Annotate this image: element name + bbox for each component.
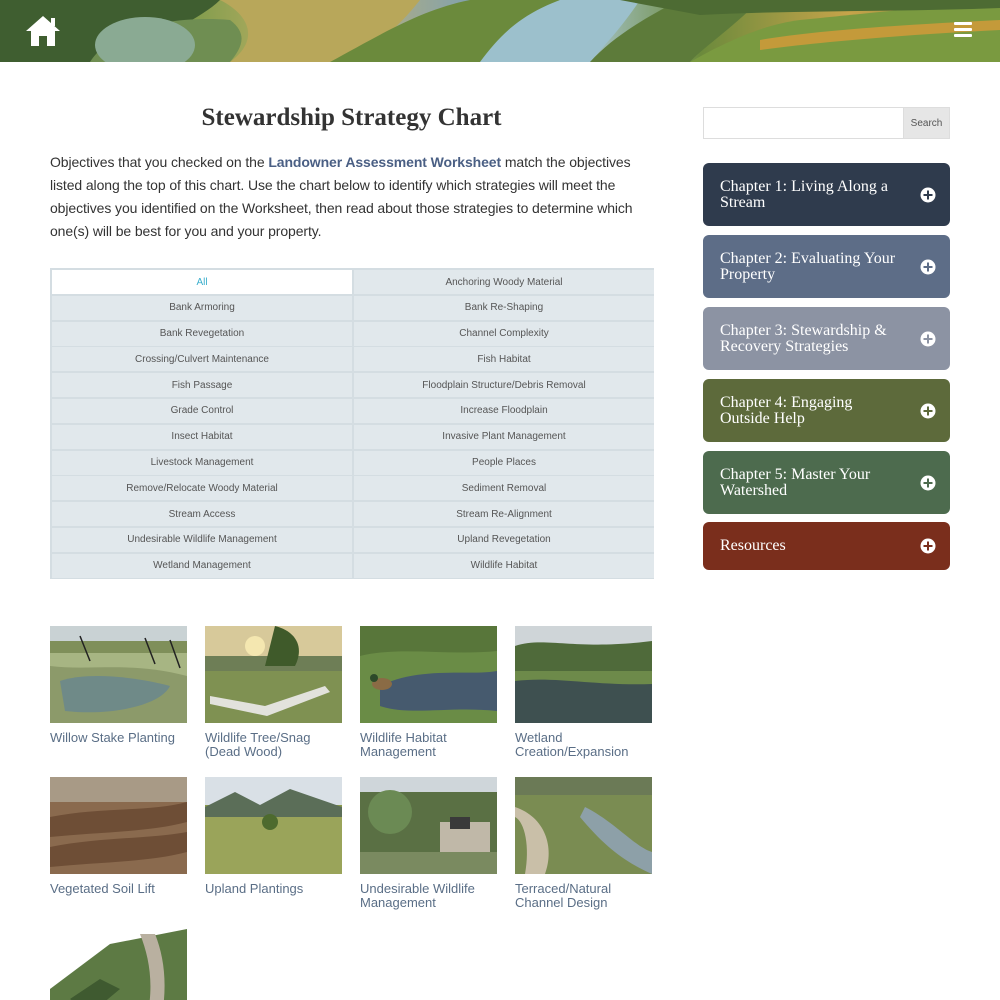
filter-stream-re-alignment[interactable]: Stream Re-Alignment <box>354 502 654 526</box>
filter-insect-habitat[interactable]: Insect Habitat <box>52 425 352 449</box>
filter-undesirable-wildlife-management[interactable]: Undesirable Wildlife Management <box>52 528 352 552</box>
filter-anchoring-woody-material[interactable]: Anchoring Woody Material <box>354 270 654 294</box>
gallery-caption: Willow Stake Planting <box>50 730 175 745</box>
filter-bank-armoring[interactable]: Bank Armoring <box>52 296 352 320</box>
search-button[interactable]: Search <box>904 107 950 139</box>
home-icon[interactable] <box>24 14 62 48</box>
gallery-card-wildlife-tree-snag[interactable] <box>205 626 343 759</box>
undesirable-wildlife-photo <box>360 777 497 874</box>
filter-channel-complexity[interactable]: Channel Complexity <box>354 322 654 346</box>
filter-bank-re-shaping[interactable]: Bank Re-Shaping <box>354 296 654 320</box>
plus-circle-icon[interactable] <box>920 331 936 347</box>
plus-circle-icon[interactable] <box>920 538 936 554</box>
intro-text-end: match the objectives listed along the top of this chart. Use the chart below to identify which strategies will meet the objectives you identified on the Worksheet, then read about those strategies to determine which one(s) will be best for you and your property. <box>50 154 633 239</box>
filter-floodplain-structure-debris-removal[interactable]: Floodplain Structure/Debris Removal <box>354 373 654 397</box>
gallery-caption: Wetland Creation/Expansion <box>515 730 629 759</box>
gallery-caption: Wildlife Habitat Management <box>360 730 447 759</box>
gallery-caption: Terraced/Natural Channel Design <box>515 881 612 910</box>
search-input[interactable] <box>703 107 904 139</box>
gallery-card-vegetated-soil-lift[interactable] <box>50 777 188 896</box>
upland-plantings-photo <box>205 777 342 874</box>
chapter-label: Chapter 3: Stewardship & Recovery Strategies <box>720 321 887 355</box>
terraced-channel-photo <box>515 777 652 874</box>
gallery-card-terraced-channel[interactable] <box>515 777 653 910</box>
chapter-label: Resources <box>720 537 786 554</box>
soil-lift-photo <box>50 777 187 874</box>
filter-remove-relocate-woody-material[interactable]: Remove/Relocate Woody Material <box>52 476 352 500</box>
filter-invasive-plant-management[interactable]: Invasive Plant Management <box>354 425 654 449</box>
gallery-card-upland-plantings[interactable] <box>205 777 343 896</box>
plus-circle-icon[interactable] <box>920 475 936 491</box>
gallery-card-willow-stake-planting[interactable] <box>50 626 188 745</box>
gallery-card-undesirable-wildlife[interactable] <box>360 777 498 910</box>
search-form <box>703 107 950 139</box>
filter-stream-access[interactable]: Stream Access <box>52 502 352 526</box>
intro-paragraph <box>50 151 658 243</box>
filter-grade-control[interactable]: Grade Control <box>52 399 352 423</box>
wetland-photo <box>515 626 652 723</box>
filter-fish-habitat[interactable]: Fish Habitat <box>354 347 654 371</box>
chapter-accordion-item-2[interactable] <box>703 235 950 298</box>
gallery-card-aerial[interactable] <box>50 929 188 1000</box>
gallery-caption: Undesirable Wildlife Management <box>360 881 475 910</box>
chapter-label: Chapter 5: Master Your Watershed <box>720 465 871 499</box>
gallery-caption: Wildlife Tree/Snag (Dead Wood) <box>205 730 311 759</box>
chapter-accordion-item-3[interactable] <box>703 307 950 370</box>
chapter-label: Chapter 4: Engaging Outside Help <box>720 393 853 427</box>
chapter-accordion-item-5[interactable] <box>703 451 950 514</box>
filter-upland-revegetation[interactable]: Upland Revegetation <box>354 528 654 552</box>
chapter-label: Chapter 2: Evaluating Your Property <box>720 249 896 283</box>
hamburger-menu-icon[interactable] <box>954 22 972 36</box>
filter-wetland-management[interactable]: Wetland Management <box>52 554 352 578</box>
aerial-photo <box>50 929 187 1000</box>
gallery-card-wildlife-habitat-management[interactable] <box>360 626 498 759</box>
intro-text-start: Objectives that you checked on the <box>50 154 269 170</box>
gallery-caption: Upland Plantings <box>205 881 304 896</box>
chapter-accordion-item-1[interactable] <box>703 163 950 226</box>
gallery-card-wetland-creation[interactable] <box>515 626 653 759</box>
gallery-caption: Vegetated Soil Lift <box>50 881 155 896</box>
wildlife-tree-photo <box>205 626 342 723</box>
filter-wildlife-habitat[interactable]: Wildlife Habitat <box>354 554 654 578</box>
filter-all[interactable]: All <box>52 270 352 294</box>
willow-stake-photo <box>50 626 187 723</box>
filter-sediment-removal[interactable]: Sediment Removal <box>354 476 654 500</box>
chapter-accordion-item-4[interactable] <box>703 379 950 442</box>
page-title: Stewardship Strategy Chart <box>201 104 502 131</box>
filter-bank-revegetation[interactable]: Bank Revegetation <box>52 322 352 346</box>
chapter-accordion-item-6[interactable] <box>703 522 950 570</box>
header-banner <box>0 0 1000 62</box>
wildlife-habitat-photo <box>360 626 497 723</box>
filter-increase-floodplain[interactable]: Increase Floodplain <box>354 399 654 423</box>
plus-circle-icon[interactable] <box>920 403 936 419</box>
landowner-worksheet-link[interactable]: Landowner Assessment Worksheet <box>268 154 502 170</box>
header-illustration <box>0 0 1000 62</box>
filter-crossing-culvert-maintenance[interactable]: Crossing/Culvert Maintenance <box>52 347 352 371</box>
plus-circle-icon[interactable] <box>920 187 936 203</box>
chapter-label: Chapter 1: Living Along a Stream <box>720 177 888 211</box>
strategy-filter-grid <box>50 268 654 579</box>
filter-fish-passage[interactable]: Fish Passage <box>52 373 352 397</box>
filter-people-places[interactable]: People Places <box>354 451 654 475</box>
filter-livestock-management[interactable]: Livestock Management <box>52 451 352 475</box>
plus-circle-icon[interactable] <box>920 259 936 275</box>
